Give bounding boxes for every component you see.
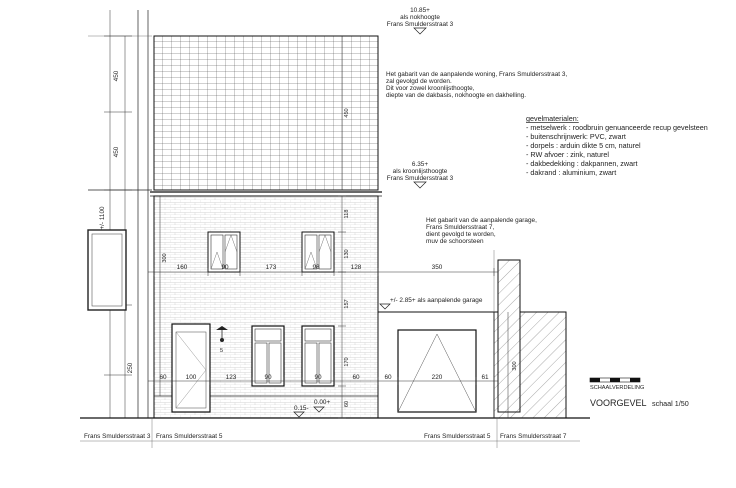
right-dim-4: 170 bbox=[344, 357, 350, 367]
svg-text:diepte van de dakbasis, nokhoo: diepte van de dakbasis, nokhoogte en dakhelling. bbox=[386, 92, 526, 99]
svg-text:Frans Smuldersstraat 7,: Frans Smuldersstraat 7, bbox=[426, 224, 495, 231]
svg-text:Het gabarit van de aanpalende: Het gabarit van de aanpalende garage, bbox=[426, 217, 537, 224]
lower-dim-1: 60 bbox=[159, 374, 167, 381]
garage-level: +/- 2.85+ als aanpalende garage bbox=[390, 297, 483, 304]
right-dim-5: 60 bbox=[344, 400, 350, 408]
upper-dim-2: 90 bbox=[221, 264, 229, 271]
left-dim-1: 450 bbox=[113, 70, 120, 82]
svg-text:- dakbedekking : dakpannen, zw: - dakbedekking : dakpannen, zwart bbox=[526, 159, 638, 168]
svg-text:- dakrand : aluminium, zwart: - dakrand : aluminium, zwart bbox=[526, 168, 617, 177]
left-neighbour-outline bbox=[88, 230, 126, 310]
drawing-title: VOORGEVEL bbox=[590, 398, 647, 408]
materials-title: gevelmaterialen: bbox=[526, 114, 579, 123]
garage-level-marker-icon bbox=[380, 304, 390, 309]
upper-dim-4: 98 bbox=[312, 264, 320, 271]
materials-list bbox=[526, 114, 708, 177]
drawing-scale: schaal 1/50 bbox=[652, 399, 689, 408]
street-label-5-right: Frans Smuldersstraat 5 bbox=[424, 433, 491, 440]
svg-text:- RW afvoer : zink, naturel: - RW afvoer : zink, naturel bbox=[526, 150, 609, 159]
ridge-level-ref: Frans Smuldersstraat 3 bbox=[386, 21, 454, 28]
lower-dim-4: 90 bbox=[264, 374, 272, 381]
house-number: 5 bbox=[220, 348, 224, 354]
eaves-level-ref: Frans Smuldersstraat 3 bbox=[386, 175, 454, 182]
front-door bbox=[172, 324, 210, 412]
svg-text:- dorpels : arduin dikte 5 cm: - dorpels : arduin dikte 5 cm, naturel bbox=[526, 141, 641, 150]
garage-gabarit-note bbox=[426, 217, 537, 245]
svg-text:- metselwerk : roodbruin genua: - metselwerk : roodbruin genuanceerde recup gevelsteen bbox=[526, 123, 708, 132]
right-dim-3: 157 bbox=[344, 299, 350, 309]
ridge-level-marker-icon bbox=[414, 28, 426, 34]
lower-dim-7: 60 bbox=[384, 374, 392, 381]
scale-bar bbox=[590, 378, 640, 382]
upper-dim-6: 350 bbox=[431, 264, 443, 271]
lower-dim-6: 60 bbox=[352, 374, 360, 381]
right-dim-2: 130 bbox=[344, 249, 350, 259]
scale-bar-label: SCHAALVERDELING bbox=[590, 385, 645, 391]
upper-dim-1: 160 bbox=[176, 264, 188, 271]
svg-text:dient gevolgd te worden,: dient gevolgd te worden, bbox=[426, 231, 496, 238]
street-label-5-left: Frans Smuldersstraat 5 bbox=[156, 433, 223, 440]
upper-dim-3: 173 bbox=[265, 264, 277, 271]
street-label-3: Frans Smuldersstraat 3 bbox=[84, 433, 151, 440]
lower-dim-2: 100 bbox=[185, 374, 197, 381]
left-dim-3: +/- 1100 bbox=[99, 206, 106, 230]
svg-text:muv de schoorsteen: muv de schoorsteen bbox=[426, 238, 484, 245]
upper-dim-5: 128 bbox=[350, 264, 362, 271]
house-gabarit-note bbox=[386, 71, 567, 99]
garage-door bbox=[398, 330, 476, 412]
ridge-level-value: 10.85+ bbox=[410, 7, 430, 14]
eaves-level-marker-icon bbox=[414, 182, 426, 188]
svg-text:Dit voor zowel kroonlijsthoogt: Dit voor zowel kroonlijsthoogte, bbox=[386, 85, 475, 92]
svg-text:- buitenschrijnwerk: PVC, zwar: - buitenschrijnwerk: PVC, zwart bbox=[526, 132, 626, 141]
ridge-level-label: als nokhoogte bbox=[400, 14, 440, 21]
right-dim-1: 118 bbox=[344, 209, 350, 219]
left-step-dim: 300 bbox=[162, 253, 168, 263]
eaves-level-value: 6.35+ bbox=[411, 161, 429, 168]
lower-dim-5: 90 bbox=[314, 374, 322, 381]
street-label-7: Frans Smuldersstraat 7 bbox=[500, 433, 567, 440]
svg-text:Het gabarit van de aanpalende: Het gabarit van de aanpalende woning, Frans Smuldersstraat 3, bbox=[386, 71, 568, 78]
ground-level: 0.15- bbox=[294, 405, 309, 412]
left-dim-2: 450 bbox=[113, 146, 120, 158]
lower-dim-8: 220 bbox=[431, 374, 443, 381]
lower-dim-3: 123 bbox=[225, 374, 237, 381]
roof-height-dim: 450 bbox=[344, 108, 350, 118]
svg-text:zal gevolgd de worden.: zal gevolgd de worden. bbox=[386, 78, 452, 85]
floor-level: 0.00+ bbox=[314, 399, 331, 406]
eaves-level-label: als kroonlijsthoogte bbox=[392, 168, 448, 175]
left-dim-5: 250 bbox=[127, 362, 134, 374]
garage-height-dim: 300 bbox=[512, 361, 518, 371]
chimney bbox=[498, 260, 520, 412]
lower-dim-9: 61 bbox=[481, 374, 489, 381]
